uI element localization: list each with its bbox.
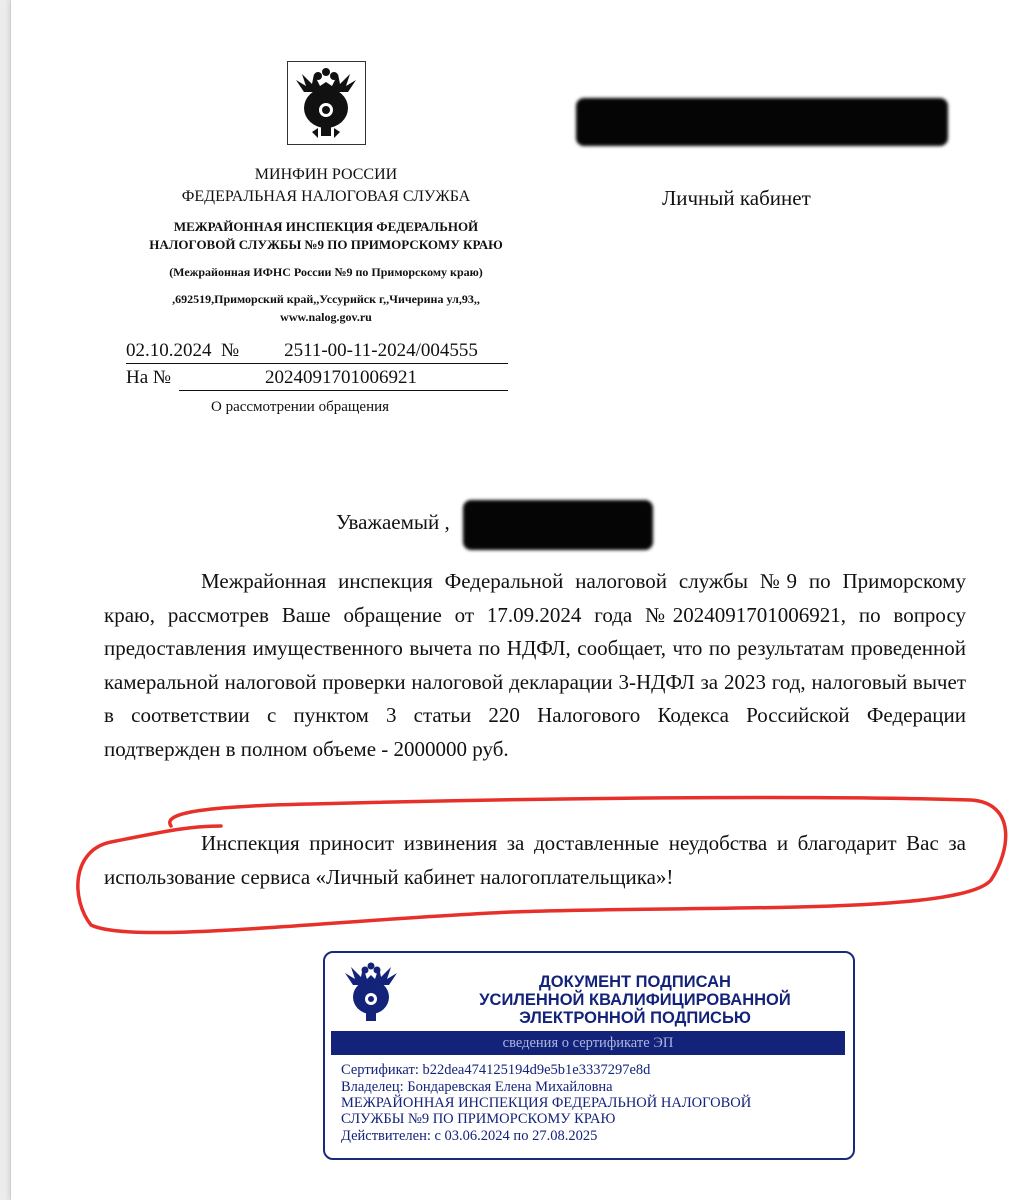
inspection-name-line1: МЕЖРАЙОННАЯ ИНСПЕКЦИЯ ФЕДЕРАЛЬНОЙ [173,219,479,234]
inspection-address: ,692519,Приморский край,,Уссурийск г,,Чичерина ул,93,, [172,292,480,306]
on-number: 2024091701006921 [265,367,417,388]
letter-paragraph-1: Межрайонная инспекция Федеральной налоговой службы №9 по Приморскому краю, рассмотрев Ваше обращение от 17.09.2024 года №2024091701006921, по вопросу предоставления имущественного вычета по НДФЛ, сообщает, что по результатам проведенной камеральной налоговой проверки налоговой декларации 3-НДФЛ за 2023 год, налоговый вычет в соответствии с пунктом 3 статьи 220 Налогового Кодекса Российской Федерации подтвержден в полном объеме - 2000000 руб. [104,569,966,761]
red-annotation-outline [11,0,1031,960]
stamp-title [425,973,845,1027]
letter-paragraph-2: Инспекция приносит извинения за доставленные неудобства и благодарит Вас за использование сервиса «Личный кабинет налогоплательщика»! [104,831,966,889]
recipient-cabinet: Личный кабинет [662,186,811,210]
certificate-org-line1: МЕЖРАЙОННАЯ ИНСПЕКЦИЯ ФЕДЕРАЛЬНОЙ НАЛОГОВОЙ [341,1095,752,1111]
salutation: Уважаемый , [336,510,450,534]
letter-number-label: № [221,340,240,361]
stamp-title-line3: ЭЛЕКТРОННОЙ ПОДПИСЬЮ [519,1009,751,1027]
inspection-short-name: (Межрайонная ИФНС России №9 по Приморскому краю) [169,265,483,279]
certificate-serial: Сертификат: b22dea474125194d9e5b1e3337297e8d [341,1062,651,1078]
letter-subject: О рассмотрении обращения [211,399,390,415]
letter-number: 2511-00-11-2024/004555 [284,340,478,361]
letter-date: 02.10.2024 [126,340,212,361]
certificate-validity: Действителен: с 03.06.2024 по 27.08.2025 [341,1128,598,1144]
on-number-label: На № [126,367,172,388]
electronic-signature-stamp [323,951,855,1160]
ministry-name: МИНФИН РОССИИ [254,166,398,183]
inspection-name-line2: НАЛОГОВОЙ СЛУЖБЫ №9 ПО ПРИМОРСКОМУ КРАЮ [149,237,503,252]
certificate-info-bar: сведения о сертификате ЭП [331,1031,845,1055]
certificate-owner: Владелец: Бондаревская Елена Михайловна [341,1079,613,1095]
stamp-emblem-icon [339,961,403,1025]
stamp-title-line1: ДОКУМЕНТ ПОДПИСАН [539,973,731,991]
service-name: ФЕДЕРАЛЬНАЯ НАЛОГОВАЯ СЛУЖБА [181,188,471,205]
certificate-org-line2: СЛУЖБЫ №9 ПО ПРИМОРСКОМУ КРАЮ [341,1111,616,1127]
inspection-website: www.nalog.gov.ru [280,310,372,324]
stamp-title-line2: УСИЛЕННОЙ КВАЛИФИЦИРОВАННОЙ [479,991,791,1009]
document-page [10,0,1031,1200]
